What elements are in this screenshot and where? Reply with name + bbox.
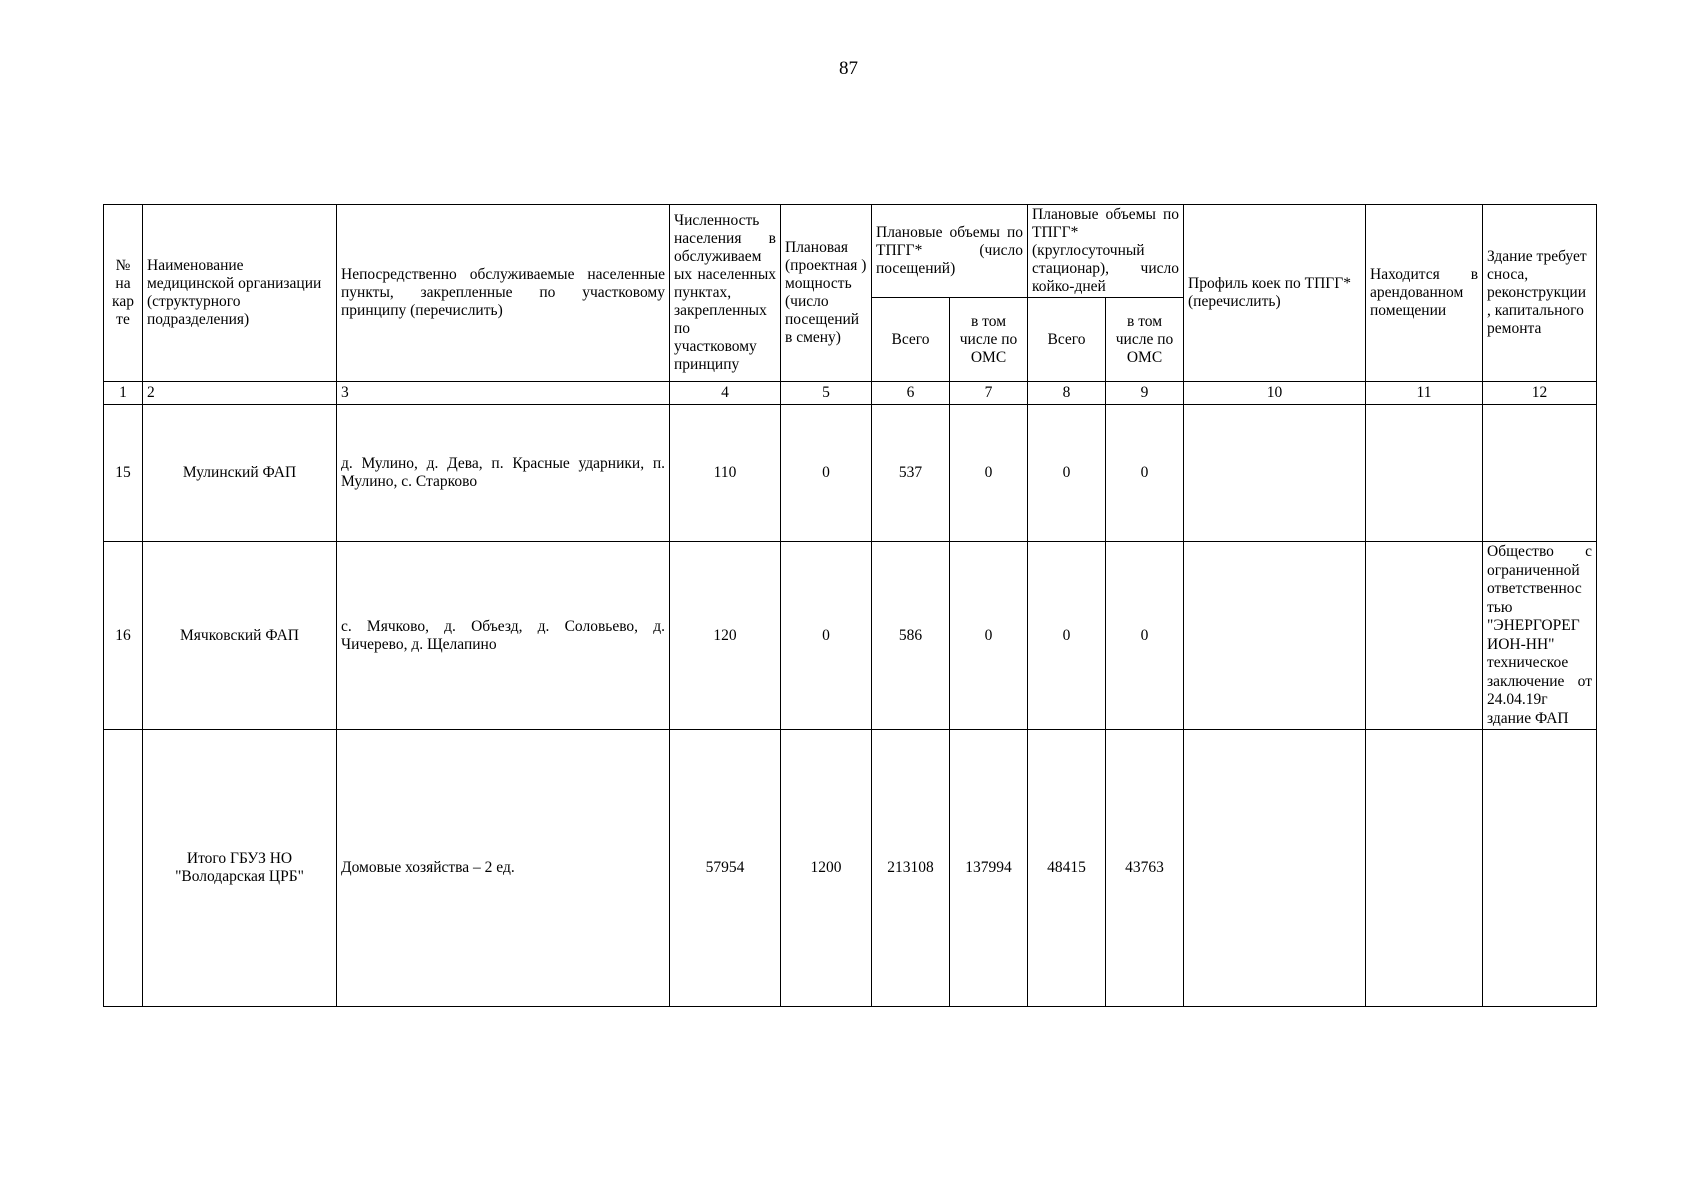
header-visits-group: Плановые объемы по ТПГГ* (число посещений) [872, 205, 1028, 298]
row-visits-total: 586 [872, 542, 950, 730]
row-building-note [1483, 405, 1597, 542]
column-number-row [104, 382, 1597, 405]
row-organization-name: Итого ГБУЗ НО "Володарская ЦРБ" [143, 730, 337, 1007]
row-capacity: 1200 [781, 730, 872, 1007]
row-bed-profile [1184, 405, 1366, 542]
row-bed-profile [1184, 542, 1366, 730]
row-settlements: с. Мячково, д. Объезд, д. Соловьево, д. Чичерево, д. Щелапино [337, 542, 670, 730]
column-number: 2 [143, 382, 337, 405]
header-beddays-oms: в том числе по ОМС [1106, 298, 1184, 382]
row-settlements: д. Мулино, д. Дева, п. Красные ударники, п. Мулино, с. Старково [337, 405, 670, 542]
row-capacity: 0 [781, 542, 872, 730]
header-beddays-total: Всего [1028, 298, 1106, 382]
table-row [104, 542, 1597, 730]
column-number: 3 [337, 382, 670, 405]
row-population: 120 [670, 542, 781, 730]
column-number: 7 [950, 382, 1028, 405]
header-beddays-group: Плановые объемы по ТПГГ* (круглосуточный стационар), число койко-дней [1028, 205, 1184, 298]
header-bed-profile: Профиль коек по ТПГГ* (перечислить) [1184, 205, 1366, 382]
column-number: 8 [1028, 382, 1106, 405]
row-population: 57954 [670, 730, 781, 1007]
row-rented [1366, 542, 1483, 730]
column-number: 10 [1184, 382, 1366, 405]
row-visits-oms: 137994 [950, 730, 1028, 1007]
row-beddays-total: 0 [1028, 542, 1106, 730]
header-building-condition: Здание требует сноса, реконструкции , капитального ремонта [1483, 205, 1597, 382]
row-beddays-total: 0 [1028, 405, 1106, 542]
column-number: 11 [1366, 382, 1483, 405]
header-row-top [104, 205, 1597, 298]
header-visits-total: Всего [872, 298, 950, 382]
column-number: 12 [1483, 382, 1597, 405]
table-row [104, 405, 1597, 542]
row-visits-oms: 0 [950, 542, 1028, 730]
row-building-note [1483, 730, 1597, 1007]
row-visits-oms: 0 [950, 405, 1028, 542]
row-beddays-total: 48415 [1028, 730, 1106, 1007]
header-population: Численность населения в обслуживаем ых населенных пунктах, закрепленных по участковому принципу [670, 205, 781, 382]
header-rented: Находится в арендованном помещении [1366, 205, 1483, 382]
row-capacity: 0 [781, 405, 872, 542]
row-map-number: 16 [104, 542, 143, 730]
column-number: 5 [781, 382, 872, 405]
column-number: 9 [1106, 382, 1184, 405]
header-map-number: № на кар те [104, 205, 143, 382]
row-visits-total: 537 [872, 405, 950, 542]
row-map-number: 15 [104, 405, 143, 542]
header-settlements: Непосредственно обслуживаемые населенные пункты, закрепленные по участковому принципу (перечислить) [337, 205, 670, 382]
row-building-note: Общество с ограниченной ответственнос тью "ЭНЕРГОРЕГ ИОН-НН" техническое заключение от 24.04.19г здание ФАП [1483, 542, 1597, 730]
page-number: 87 [839, 58, 858, 79]
row-population: 110 [670, 405, 781, 542]
column-number: 1 [104, 382, 143, 405]
row-beddays-oms: 43763 [1106, 730, 1184, 1007]
row-organization-name: Мячковский ФАП [143, 542, 337, 730]
row-visits-total: 213108 [872, 730, 950, 1007]
row-rented [1366, 730, 1483, 1007]
facilities-table [103, 204, 1597, 1007]
header-visits-oms: в том числе по ОМС [950, 298, 1028, 382]
column-number: 4 [670, 382, 781, 405]
row-beddays-oms: 0 [1106, 405, 1184, 542]
row-beddays-oms: 0 [1106, 542, 1184, 730]
table-row-total [104, 730, 1597, 1007]
column-number: 6 [872, 382, 950, 405]
row-map-number [104, 730, 143, 1007]
row-organization-name: Мулинский ФАП [143, 405, 337, 542]
header-capacity: Плановая (проектная ) мощность (число посещений в смену) [781, 205, 872, 382]
row-rented [1366, 405, 1483, 542]
row-settlements: Домовые хозяйства – 2 ед. [337, 730, 670, 1007]
row-bed-profile [1184, 730, 1366, 1007]
header-organization-name: Наименование медицинской организации (структурного подразделения) [143, 205, 337, 382]
